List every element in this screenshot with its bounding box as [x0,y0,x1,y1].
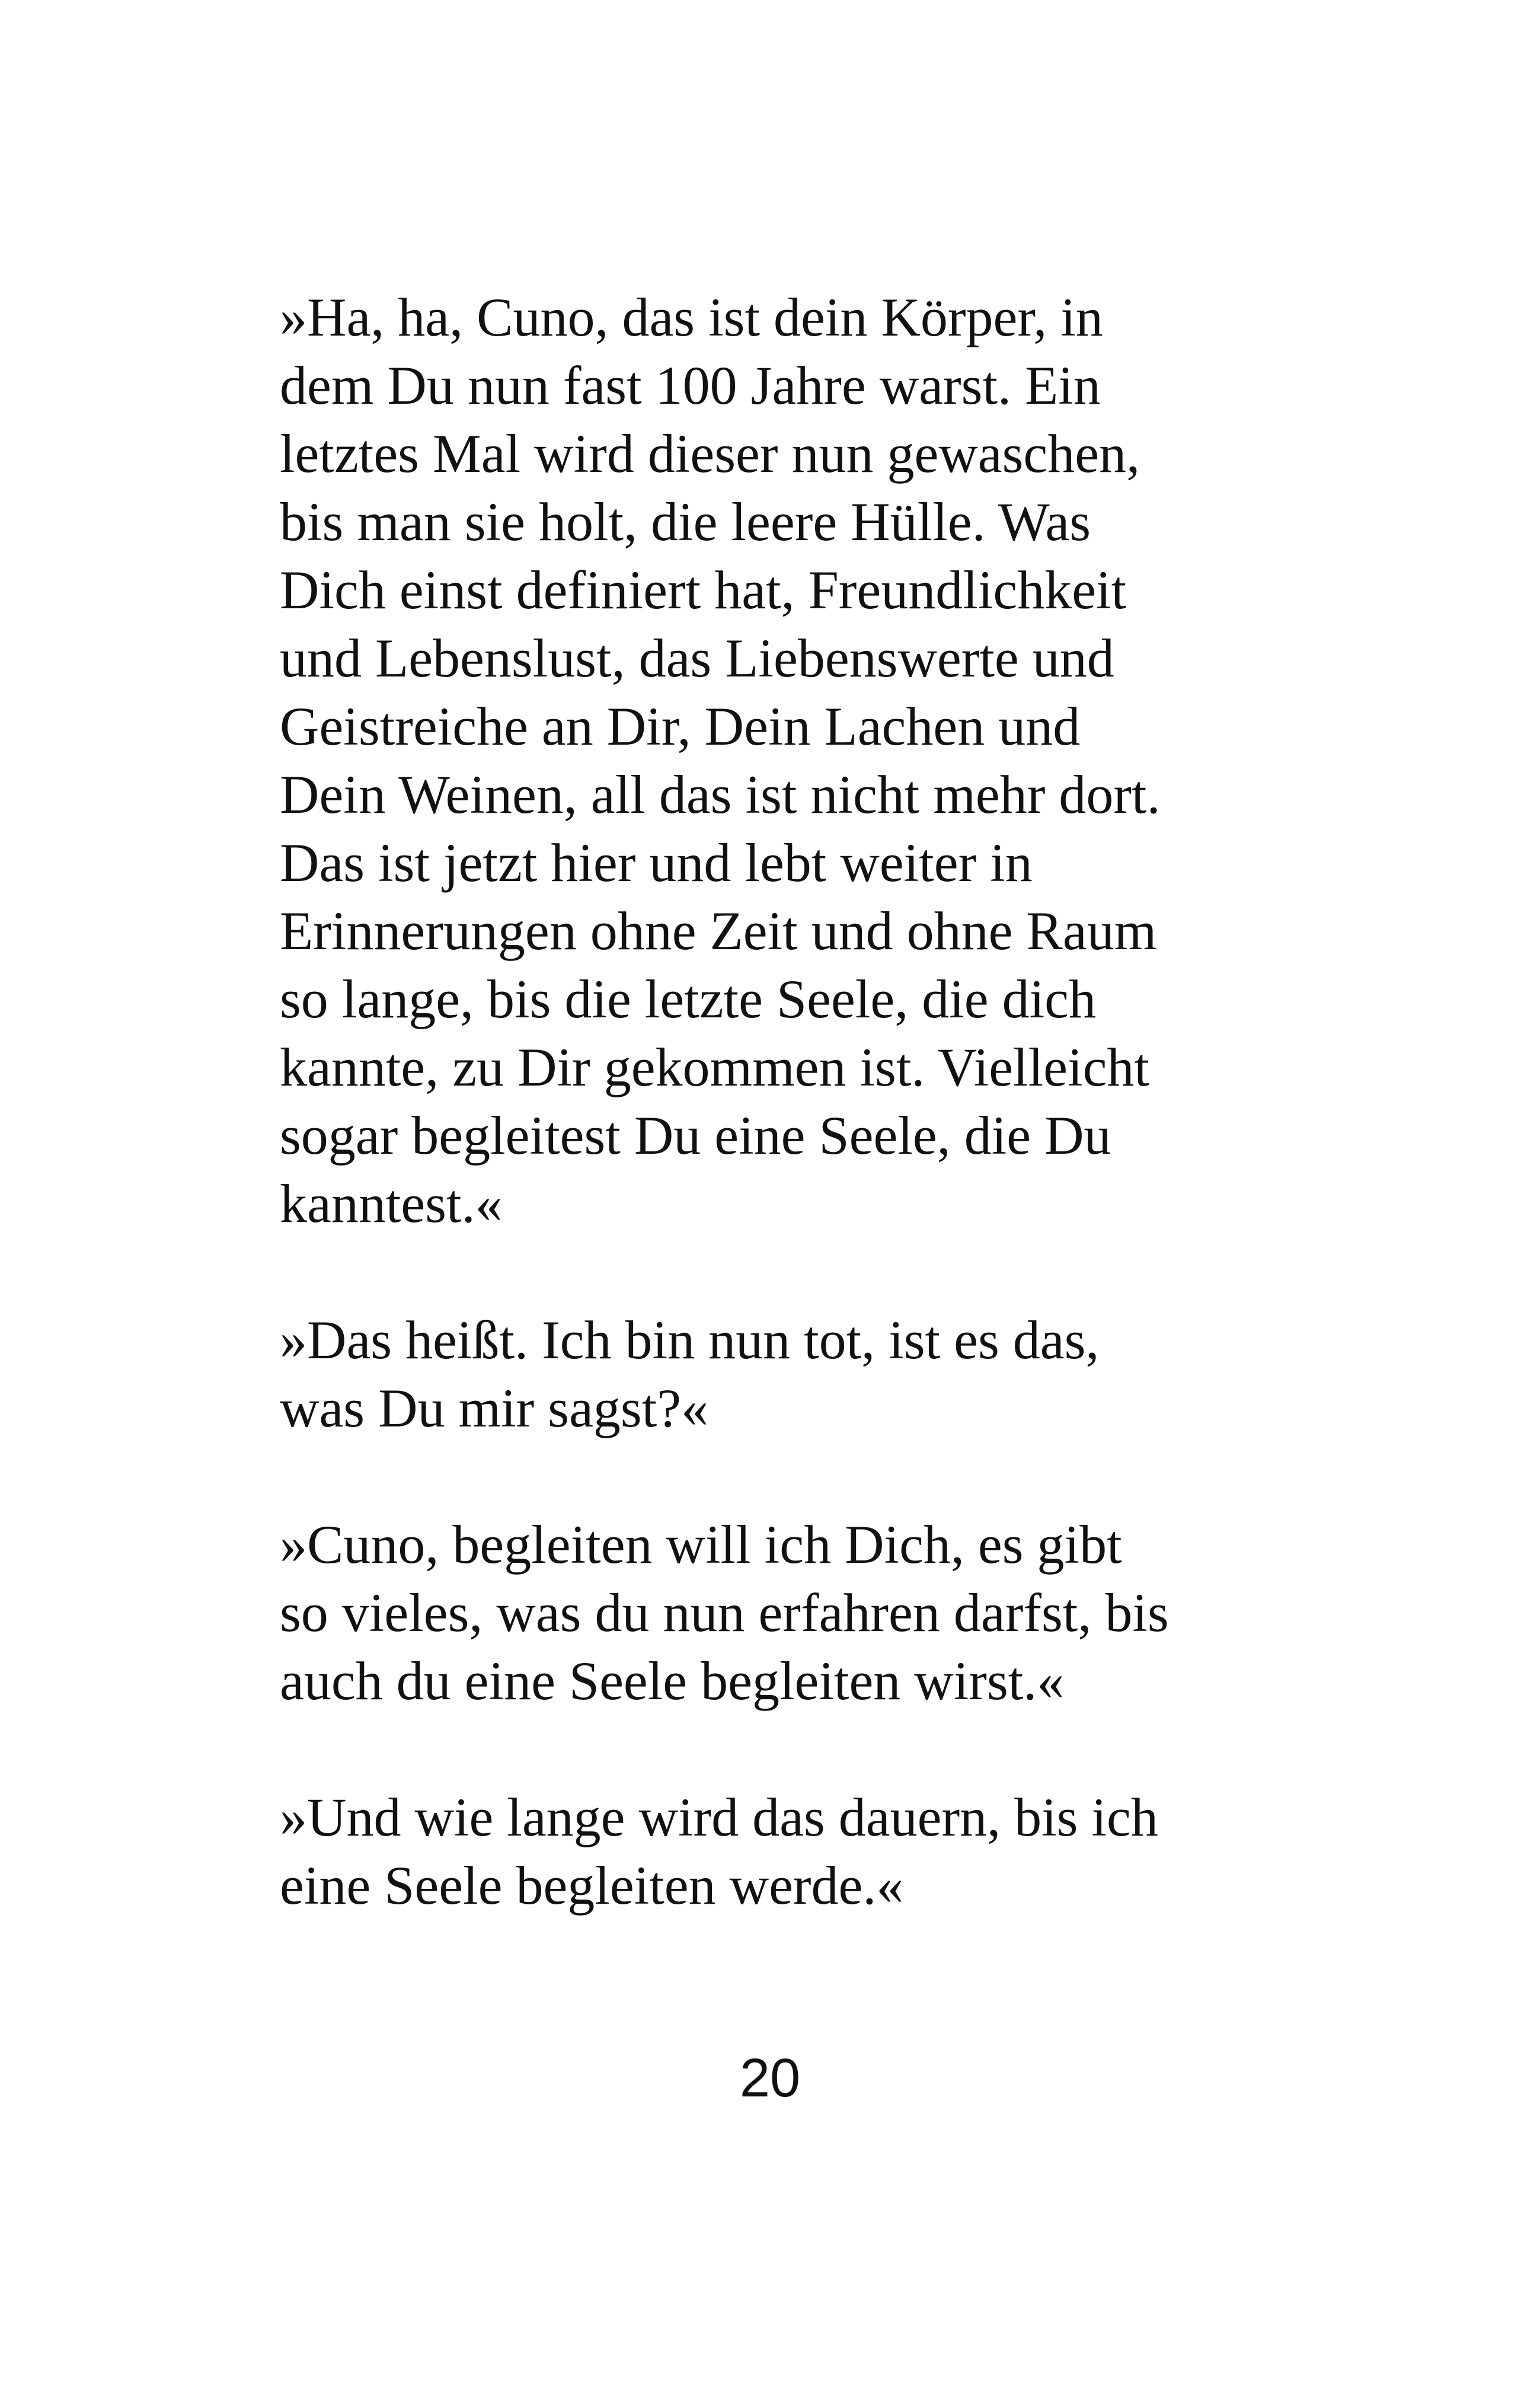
text-line: so vieles, was du nun erfahren darfst, bis [280,1582,1169,1643]
text-line: »Und wie lange wird das dauern, bis ich [280,1787,1158,1847]
page-number: 20 [739,2048,801,2108]
text-line: kanntest.« [280,1173,503,1234]
text-line: letztes Mal wird dieser nun gewaschen, [280,423,1140,484]
body-text [280,283,1264,1988]
text-line: was Du mir sagst?« [280,1378,709,1438]
text-line: auch du eine Seele begleiten wirst.« [280,1651,1065,1711]
text-line: Das ist jetzt hier und lebt weiter in [280,832,1033,893]
text-line: bis man sie holt, die leere Hülle. Was [280,491,1091,552]
text-line: und Lebenslust, das Liebenswerte und [280,628,1114,688]
text-line: Geistreiche an Dir, Dein Lachen und [280,696,1081,757]
paragraph [280,1306,1264,1442]
text-line: sogar begleitest Du eine Seele, die Du [280,1105,1111,1166]
text-line: »Cuno, begleiten will ich Dich, es gibt [280,1514,1122,1575]
text-line: Erinnerungen ohne Zeit und ohne Raum [280,901,1157,961]
text-line: eine Seele begleiten werde.« [280,1855,904,1916]
text-line: »Ha, ha, Cuno, das ist dein Körper, in [280,287,1103,347]
paragraph [280,1783,1264,1920]
text-line: »Das heißt. Ich bin nun tot, ist es das, [280,1310,1100,1370]
paragraph [280,1511,1264,1715]
text-line: Dich einst definiert hat, Freundlichkeit [280,560,1127,620]
text-line: kannte, zu Dir gekommen ist. Vielleicht [280,1037,1149,1097]
text-line: Dein Weinen, all das ist nicht mehr dort. [280,764,1161,825]
paragraph [280,283,1264,1238]
text-line: so lange, bis die letzte Seele, die dich [280,969,1096,1029]
text-line: dem Du nun fast 100 Jahre warst. Ein [280,355,1101,416]
